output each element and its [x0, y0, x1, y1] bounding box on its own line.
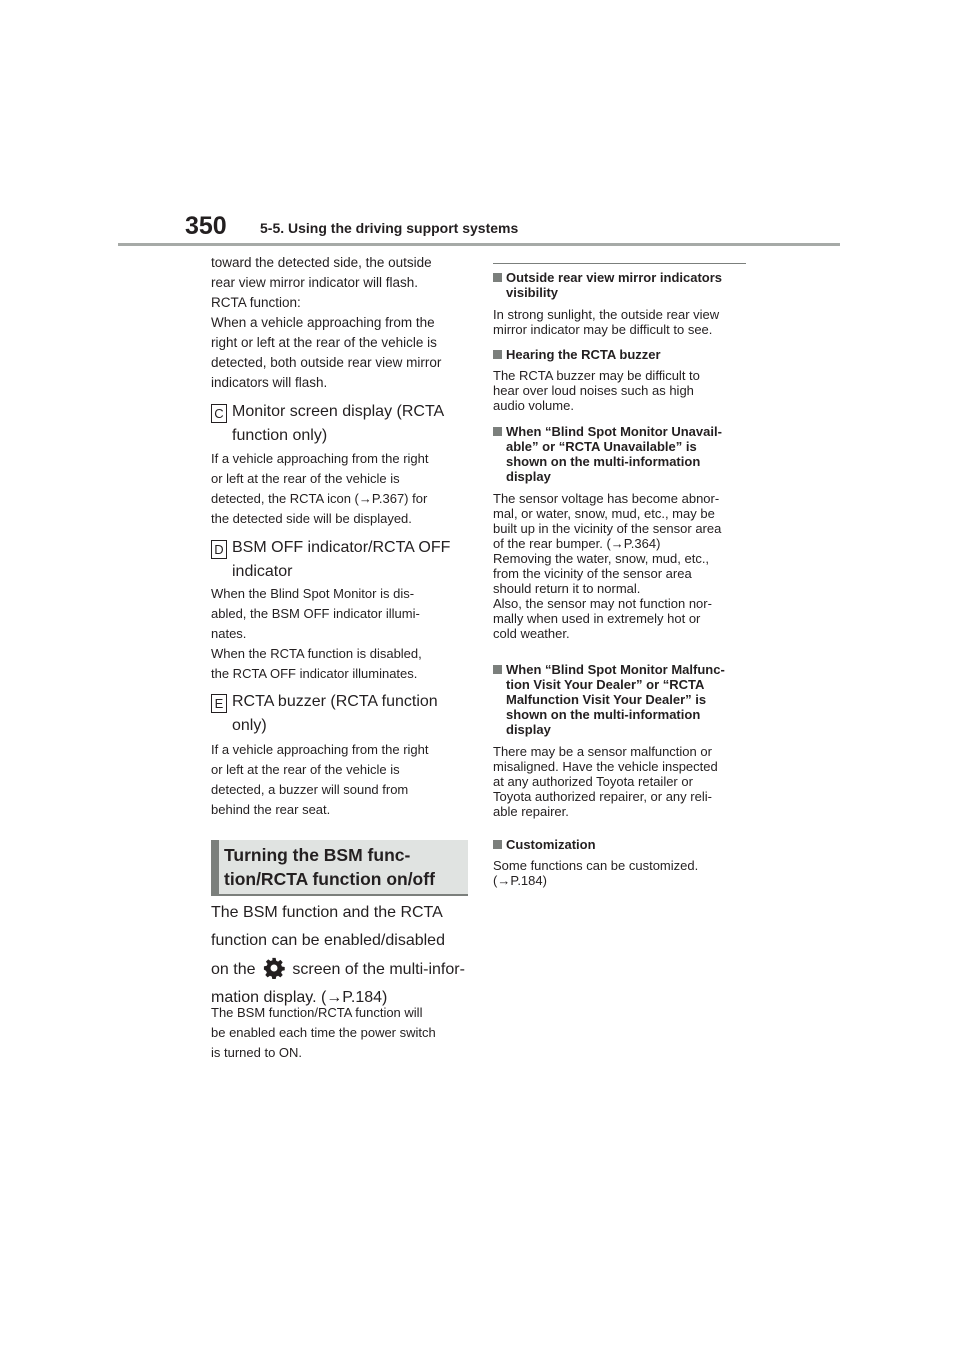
note-heading: When “Blind Spot Monitor Malfunc- tion Visit Your Dealer” or “RCTA Malfunction Visit Your Dealer” is shown on the multi-information display — [493, 662, 755, 737]
item-d-text-2: When the RCTA function is disabled, the RCTA OFF indicator illuminates. — [211, 646, 422, 681]
section-banner-rule — [211, 894, 468, 896]
note-section-unavailable — [493, 424, 755, 641]
item-c-text: If a vehicle approaching from the right or left at the rear of the vehicle is detected, the RCTA icon (→P.367) for the detected side will be displayed. — [211, 451, 429, 526]
note-section-customization — [493, 837, 755, 888]
note-heading: Hearing the RCTA buzzer — [493, 347, 755, 362]
note-heading: Outside rear view mirror indicators visibility — [493, 270, 755, 300]
paragraph-flash: toward the detected side, the outside rear view mirror indicator will flash. — [211, 255, 432, 290]
note-paragraph: The BSM function/RCTA function will be enabled each time the power switch is turned to ON. — [211, 1005, 436, 1060]
square-bullet-icon — [493, 427, 502, 436]
square-bullet-icon — [493, 273, 502, 282]
square-bullet-icon — [493, 350, 502, 359]
item-letter-e: E — [211, 694, 227, 713]
note-section-malfunction — [493, 662, 755, 819]
item-d-title: BSM OFF indicator/RCTA OFF indicator — [232, 539, 451, 580]
intro-paragraph: The BSM function and the RCTA function can be enabled/disabled on the screen of the multi-infor- mation display. (→P.184) — [211, 904, 465, 1006]
note-text: In strong sunlight, the outside rear view mirror indicator may be difficult to see. — [493, 307, 720, 337]
section-banner-bar — [211, 840, 219, 894]
header-rule — [118, 243, 840, 246]
paragraph-rcta-function: RCTA function: When a vehicle approaching from the right or left at the rear of the vehicle is detected, both outside rear view mirror indicators will flash. — [211, 295, 442, 390]
item-c-title: Monitor screen display (RCTA function only) — [232, 403, 445, 444]
item-e-text: If a vehicle approaching from the right or left at the rear of the vehicle is detected, a buzzer will sound from behind the rear seat. — [211, 742, 429, 817]
section-banner-title: Turning the BSM func- tion/RCTA function on/off — [224, 845, 435, 889]
note-heading: When “Blind Spot Monitor Unavail- able” or “RCTA Unavailable” is shown on the multi-information display — [493, 424, 755, 484]
right-column-rule — [493, 263, 746, 264]
note-text: The RCTA buzzer may be difficult to hear over loud noises such as high audio volume. — [493, 368, 700, 413]
note-text: There may be a sensor malfunction or misaligned. Have the vehicle inspected at any authorized Toyota retailer or Toyota authorized repairer, or any reli- able repairer. — [493, 744, 718, 819]
note-section-buzzer — [493, 347, 755, 413]
note-heading: Customization — [493, 837, 755, 852]
square-bullet-icon — [493, 665, 502, 674]
square-bullet-icon — [493, 840, 502, 849]
section-title: 5-5. Using the driving support systems — [260, 220, 519, 236]
item-d-text-1: When the Blind Spot Monitor is dis- abled, the BSM OFF indicator illumi- nates. — [211, 586, 420, 641]
note-text: The sensor voltage has become abnor- mal, or water, snow, mud, etc., may be built up in the vicinity of the sensor area of the rear bumper. (→P.364) Removing the water, snow, mud, etc., from the vicinity of the sensor area should return it to normal. Also, the sensor may not function nor- mally when used in extremely hot or cold weather. — [493, 491, 722, 641]
gear-icon — [263, 957, 285, 979]
note-text: Some functions can be customized. (→P.184) — [493, 858, 699, 888]
item-e-title: RCTA buzzer (RCTA function only) — [232, 693, 438, 734]
item-letter-d: D — [211, 540, 227, 559]
page-number: 350 — [185, 212, 227, 240]
note-section-visibility — [493, 270, 755, 337]
item-letter-c: C — [211, 404, 227, 423]
